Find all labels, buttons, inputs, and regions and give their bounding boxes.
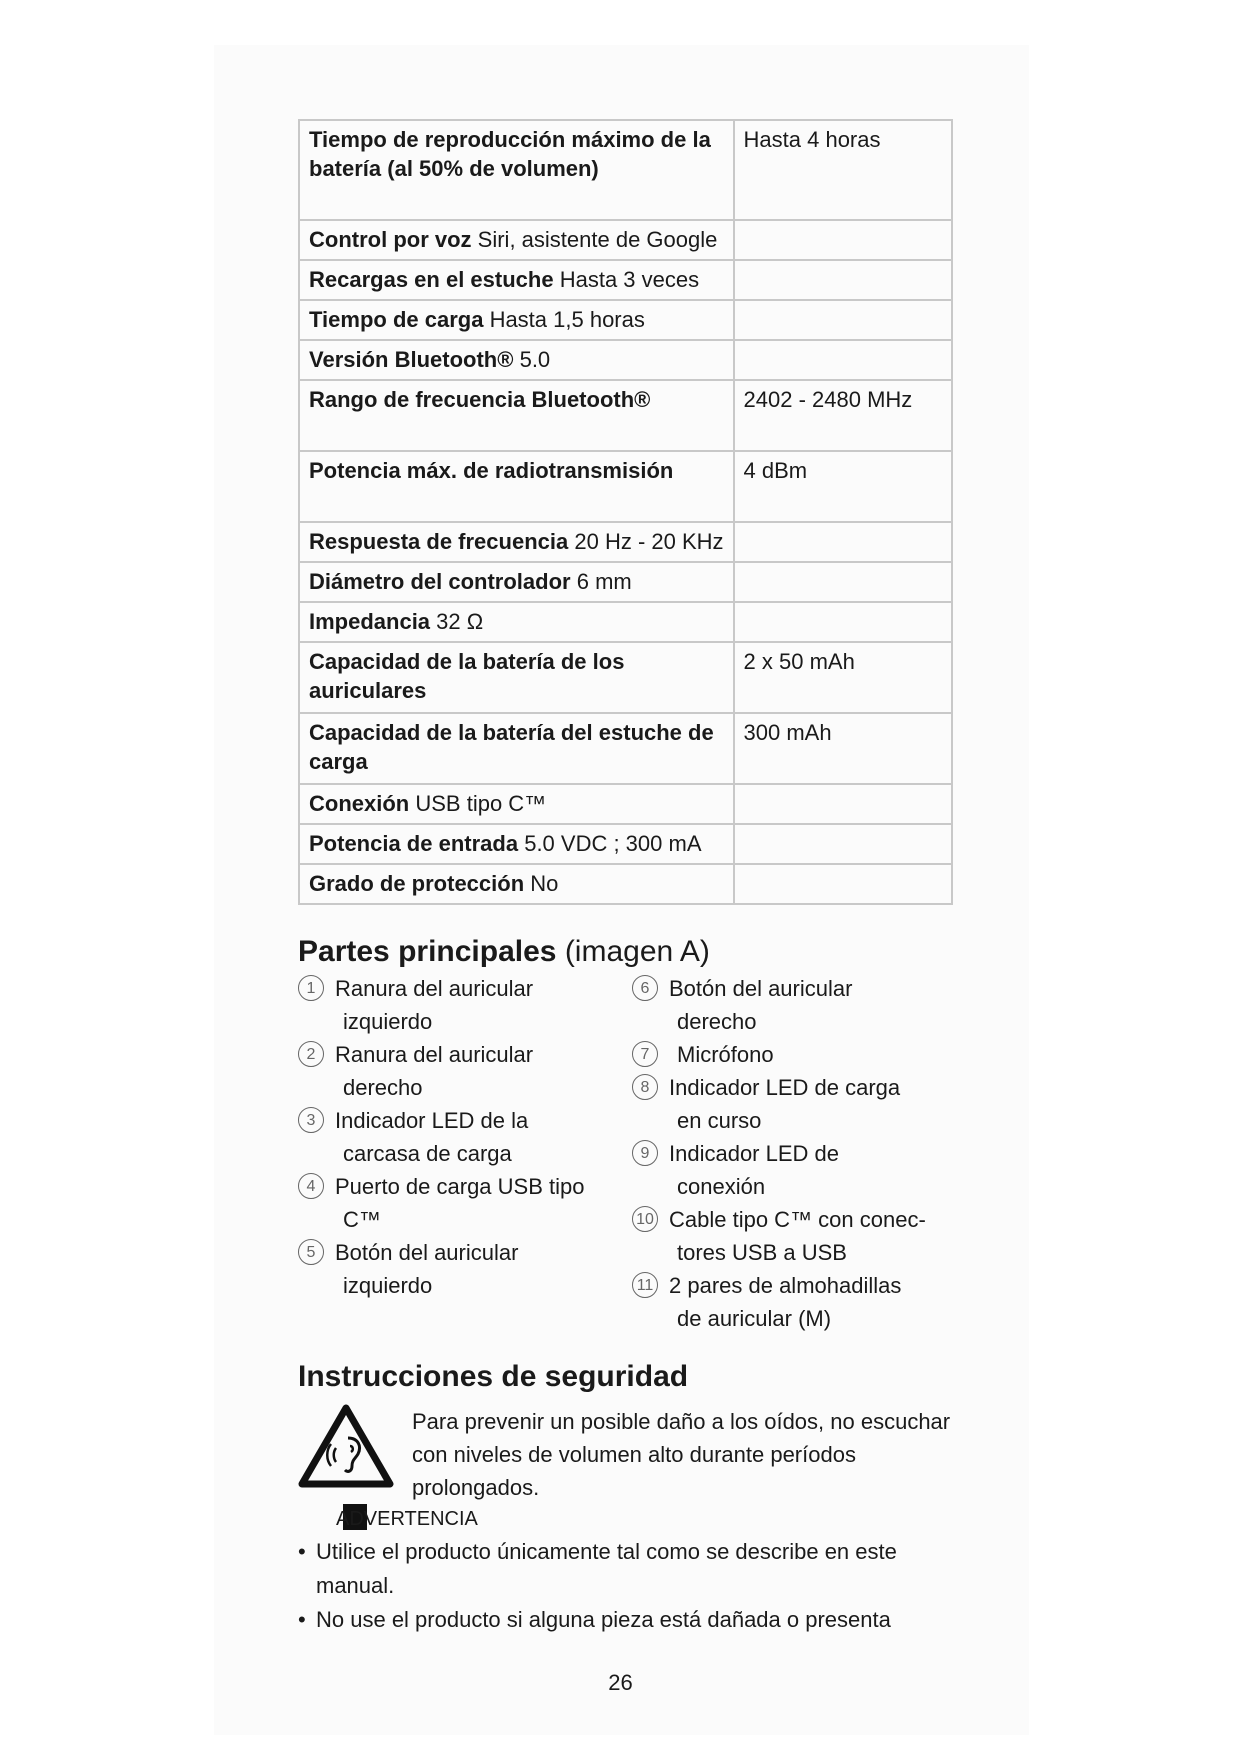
- spec-value: 20 Hz - 20 KHz: [574, 529, 724, 554]
- spec-value: Hasta 4 horas: [734, 120, 952, 220]
- spec-row: [299, 562, 952, 602]
- spec-value: Siri, asistente de Google: [477, 227, 718, 252]
- list-item: 11 2 pares de almohadillas de auricular (M): [632, 1269, 962, 1335]
- spec-value: 300 mAh: [734, 713, 952, 784]
- spec-value: 2 x 50 mAh: [734, 642, 952, 713]
- list-item: 5 Botón del auricular izquierdo: [298, 1236, 618, 1302]
- spec-row: [299, 300, 952, 340]
- list-item: 8 Indicador LED de carga en curso: [632, 1071, 962, 1137]
- spec-value: 6 mm: [576, 569, 632, 594]
- list-item: 7 Micrófono: [632, 1038, 962, 1071]
- list-item: 9 Indicador LED de conexión: [632, 1137, 962, 1203]
- spec-key: Control por voz: [309, 227, 472, 252]
- list-item: 4 Puerto de carga USB tipo C™: [298, 1170, 618, 1236]
- spec-key: Tiempo de reproducción máximo de la batería (al 50% de volumen): [299, 120, 734, 220]
- spec-value: 5.0: [519, 347, 551, 372]
- bullet-icon: •: [298, 1539, 306, 1564]
- bullet-icon: •: [298, 1607, 306, 1632]
- list-item: 3 Indicador LED de la carcasa de carga: [298, 1104, 618, 1170]
- callout-number: 5: [298, 1239, 324, 1265]
- list-item: 1 Ranura del auricular izquierdo: [298, 972, 618, 1038]
- list-item: 2 Ranura del auricular derecho: [298, 1038, 618, 1104]
- callout-number: 3: [298, 1107, 324, 1133]
- spec-row: [299, 602, 952, 642]
- spec-row: [299, 120, 952, 220]
- list-item: 10 Cable tipo C™ con conec- tores USB a USB: [632, 1203, 962, 1269]
- callout-number: 1: [298, 975, 324, 1001]
- spec-row: [299, 380, 952, 451]
- spec-key: Versión Bluetooth®: [309, 347, 514, 372]
- callout-number: 2: [298, 1041, 324, 1067]
- warning-paragraph: Para prevenir un posible daño a los oídos, no escuchar con niveles de volumen alto durante períodos prolongados.: [412, 1409, 951, 1500]
- spec-row: [299, 522, 952, 562]
- spec-key: Recargas en el estuche: [309, 267, 554, 292]
- list-item: • Utilice el producto únicamente tal como se describe en este manual.: [298, 1535, 958, 1603]
- spec-key: Grado de protección: [309, 871, 525, 896]
- advertencia-label: ADVERTENCIA: [336, 1508, 478, 1530]
- callout-number: 6: [632, 975, 658, 1001]
- spec-value: No: [530, 871, 559, 896]
- parts-list-right: [632, 972, 962, 1335]
- spec-key: Diámetro del controlador: [309, 569, 571, 594]
- hearing-warning-icon: [298, 1404, 394, 1490]
- list-item: 6 Botón del auricular derecho: [632, 972, 962, 1038]
- spec-table: [298, 119, 953, 905]
- spec-value: 5.0 VDC ; 300 mA: [524, 831, 702, 856]
- spec-key: Respuesta de frecuencia: [309, 529, 569, 554]
- spec-value: 4 dBm: [734, 451, 952, 522]
- spec-key: Conexión: [309, 791, 410, 816]
- spec-row: [299, 220, 952, 260]
- spec-row: [299, 713, 952, 784]
- spec-value: Hasta 3 veces: [559, 267, 700, 292]
- spec-key: Tiempo de carga: [309, 307, 484, 332]
- callout-number: 7: [632, 1041, 658, 1067]
- spec-row: [299, 340, 952, 380]
- parts-list-left: [298, 972, 618, 1302]
- callout-number: 11: [632, 1272, 658, 1298]
- callout-number: 4: [298, 1173, 324, 1199]
- spec-value: 32 Ω: [436, 609, 484, 634]
- spec-row: [299, 451, 952, 522]
- callout-number: 9: [632, 1140, 658, 1166]
- spec-key: Capacidad de la batería del estuche de carga: [299, 713, 734, 784]
- spec-row: [299, 260, 952, 300]
- spec-value: USB tipo C™: [415, 791, 547, 816]
- page-number: 26: [608, 1670, 633, 1695]
- spec-row: [299, 642, 952, 713]
- spec-key: Potencia de entrada: [309, 831, 519, 856]
- spec-row: [299, 784, 952, 824]
- spec-value: 2402 - 2480 MHz: [734, 380, 952, 451]
- safety-heading: Instrucciones de seguridad: [298, 1360, 689, 1393]
- safety-bullets: [298, 1535, 958, 1637]
- callout-number: 10: [632, 1206, 658, 1232]
- spec-key: Capacidad de la batería de los auriculares: [299, 642, 734, 713]
- parts-heading: Partes principales (imagen A): [298, 935, 710, 968]
- spec-row: [299, 824, 952, 864]
- list-item: • No use el producto si alguna pieza está dañada o presenta: [298, 1603, 958, 1637]
- spec-row: [299, 864, 952, 904]
- spec-value: Hasta 1,5 horas: [489, 307, 645, 332]
- spec-key: Potencia máx. de radiotransmisión: [299, 451, 734, 522]
- callout-number: 8: [632, 1074, 658, 1100]
- spec-key: Rango de frecuencia Bluetooth®: [299, 380, 734, 451]
- spec-key: Impedancia: [309, 609, 431, 634]
